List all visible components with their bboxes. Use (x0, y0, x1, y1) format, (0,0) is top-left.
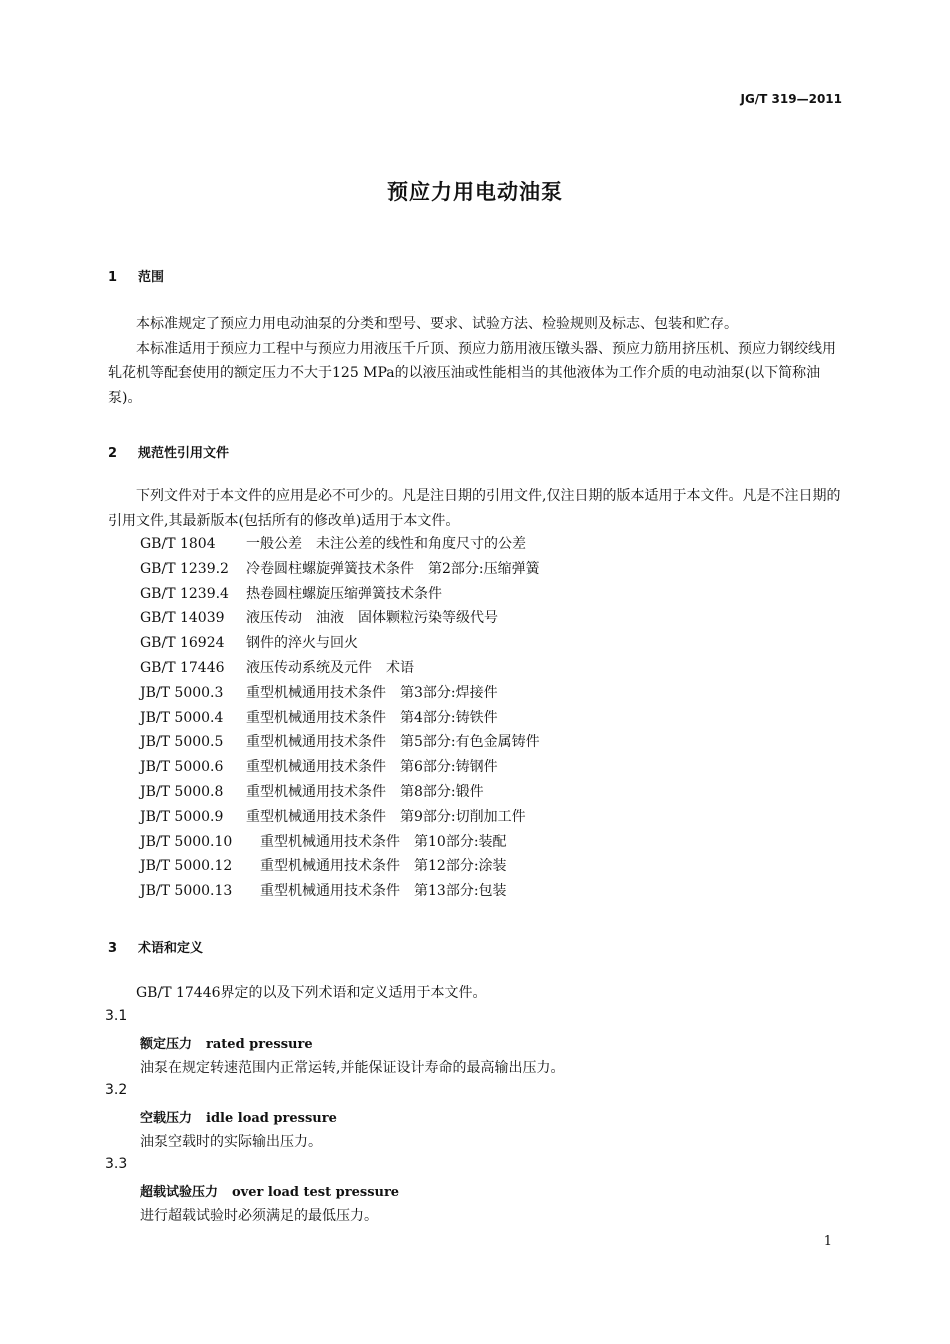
section-2-intro (108, 484, 848, 533)
reference-item (140, 780, 540, 805)
reference-title: 重型机械通用技术条件 (246, 759, 386, 776)
reference-item (140, 681, 540, 706)
term-definition: 油泵空载时的实际输出压力。 (140, 1134, 322, 1150)
term-en: idle load pressure (206, 1111, 337, 1126)
section-title: 范围 (138, 270, 165, 285)
paragraph: 本标准规定了预应力用电动油泵的分类和型号、要求、试验方法、检验规则及标志、包装和贮存。 (136, 316, 738, 332)
term-number: 3.2 (105, 1082, 128, 1098)
reference-part: 第10部分:装配 (414, 833, 507, 850)
reference-code: JB/T 5000.5 (140, 734, 224, 751)
term-number: 3.1 (105, 1008, 128, 1024)
reference-code: GB/T 17446 (140, 659, 225, 676)
reference-item (140, 582, 540, 607)
reference-item (140, 706, 540, 731)
reference-part: 第13部分:包装 (414, 883, 507, 900)
term-definition: 进行超载试验时必须满足的最低压力。 (140, 1208, 378, 1224)
term-en: over load test pressure (232, 1185, 400, 1200)
section-title: 术语和定义 (138, 941, 204, 956)
reference-code: JB/T 5000.4 (140, 709, 224, 726)
term-definition: 油泵在规定转速范围内正常运转,并能保证设计寿命的最高输出压力。 (140, 1060, 565, 1076)
term-heading (140, 1181, 399, 1200)
paragraph: GB/T 17446界定的以及下列术语和定义适用于本文件。 (136, 985, 487, 1001)
reference-title: 一般公差 未注公差的线性和角度尺寸的公差 (246, 536, 526, 552)
reference-title: 重型机械通用技术条件 (246, 734, 386, 751)
reference-item (140, 830, 540, 855)
reference-code: JB/T 5000.13 (140, 883, 233, 900)
paragraph: 本标准适用于预应力工程中与预应力用液压千斤顶、预应力筋用液压镦头器、预应力筋用挤压机、预应力钢绞线用轧花机等配套使用的额定压力不大于125 MPa的以液压油或性能相当的其他液体为工作介质的电动油泵(以下简称油泵)。 (108, 340, 836, 406)
page-number: 1 (823, 1234, 832, 1249)
reference-item (140, 730, 540, 755)
term-zh: 超载试验压力 (140, 1185, 219, 1200)
reference-part: 第8部分:锻件 (400, 783, 484, 800)
term-number: 3.3 (105, 1156, 128, 1172)
reference-title: 重型机械通用技术条件 (246, 684, 386, 701)
reference-item (140, 879, 540, 904)
reference-item (140, 854, 540, 879)
reference-code: JB/T 5000.6 (140, 759, 224, 776)
reference-title: 重型机械通用技术条件 (260, 883, 400, 900)
term-zh: 空载压力 (140, 1111, 193, 1126)
reference-code: GB/T 1239.2 (140, 560, 229, 577)
reference-code: GB/T 16924 (140, 635, 225, 652)
term-zh: 额定压力 (140, 1037, 193, 1052)
reference-code: JB/T 5000.3 (140, 684, 224, 701)
reference-code: GB/T 1804 (140, 536, 216, 552)
section-number: 3 (108, 941, 118, 956)
reference-title: 液压传动系统及元件 术语 (246, 659, 414, 676)
section-number: 1 (108, 270, 118, 285)
reference-item (140, 557, 540, 582)
reference-title: 钢件的淬火与回火 (246, 635, 358, 652)
reference-code: GB/T 1239.4 (140, 585, 229, 602)
reference-item (140, 656, 540, 681)
paragraph: 下列文件对于本文件的应用是必不可少的。凡是注日期的引用文件,仅注日期的版本适用于本文件。凡是不注日期的引用文件,其最新版本(包括所有的修改单)适用于本文件。 (108, 488, 841, 529)
term-heading (140, 1107, 337, 1126)
section-1-body (108, 312, 848, 410)
reference-item (140, 532, 540, 557)
document-title: 预应力用电动油泵 (387, 180, 563, 204)
reference-title: 重型机械通用技术条件 (246, 808, 386, 825)
section-title: 规范性引用文件 (138, 446, 230, 461)
section-3-intro (108, 981, 848, 1006)
reference-part: 第6部分:铸钢件 (400, 759, 498, 776)
section-2-heading (108, 442, 229, 461)
reference-part: 第3部分:焊接件 (400, 684, 498, 701)
reference-code: JB/T 5000.8 (140, 783, 224, 800)
reference-code: GB/T 14039 (140, 610, 225, 627)
reference-part: 第9部分:切削加工件 (400, 808, 526, 825)
reference-item (140, 631, 540, 656)
term-heading (140, 1033, 313, 1052)
reference-part: 第2部分:压缩弹簧 (428, 560, 540, 577)
term-en: rated pressure (206, 1037, 313, 1052)
reference-part: 第5部分:有色金属铸件 (400, 734, 540, 751)
reference-title: 重型机械通用技术条件 (260, 858, 400, 875)
section-1-heading (108, 266, 164, 285)
reference-code: JB/T 5000.12 (140, 858, 233, 875)
standard-number: JG/T 319—2011 (740, 92, 842, 106)
reference-title: 重型机械通用技术条件 (246, 783, 386, 800)
reference-title: 热卷圆柱螺旋压缩弹簧技术条件 (246, 585, 442, 602)
reference-part: 第12部分:涂装 (414, 858, 507, 875)
reference-list (140, 532, 540, 904)
reference-item (140, 606, 540, 631)
reference-item (140, 755, 540, 780)
reference-part: 第4部分:铸铁件 (400, 709, 498, 726)
reference-code: JB/T 5000.10 (140, 833, 233, 850)
reference-title: 冷卷圆柱螺旋弹簧技术条件 (246, 560, 414, 577)
section-3-heading (108, 937, 203, 956)
reference-title: 重型机械通用技术条件 (260, 833, 400, 850)
reference-title: 液压传动 油液 固体颗粒污染等级代号 (246, 610, 498, 627)
reference-code: JB/T 5000.9 (140, 808, 224, 825)
reference-item (140, 805, 540, 830)
section-number: 2 (108, 446, 118, 461)
reference-title: 重型机械通用技术条件 (246, 709, 386, 726)
